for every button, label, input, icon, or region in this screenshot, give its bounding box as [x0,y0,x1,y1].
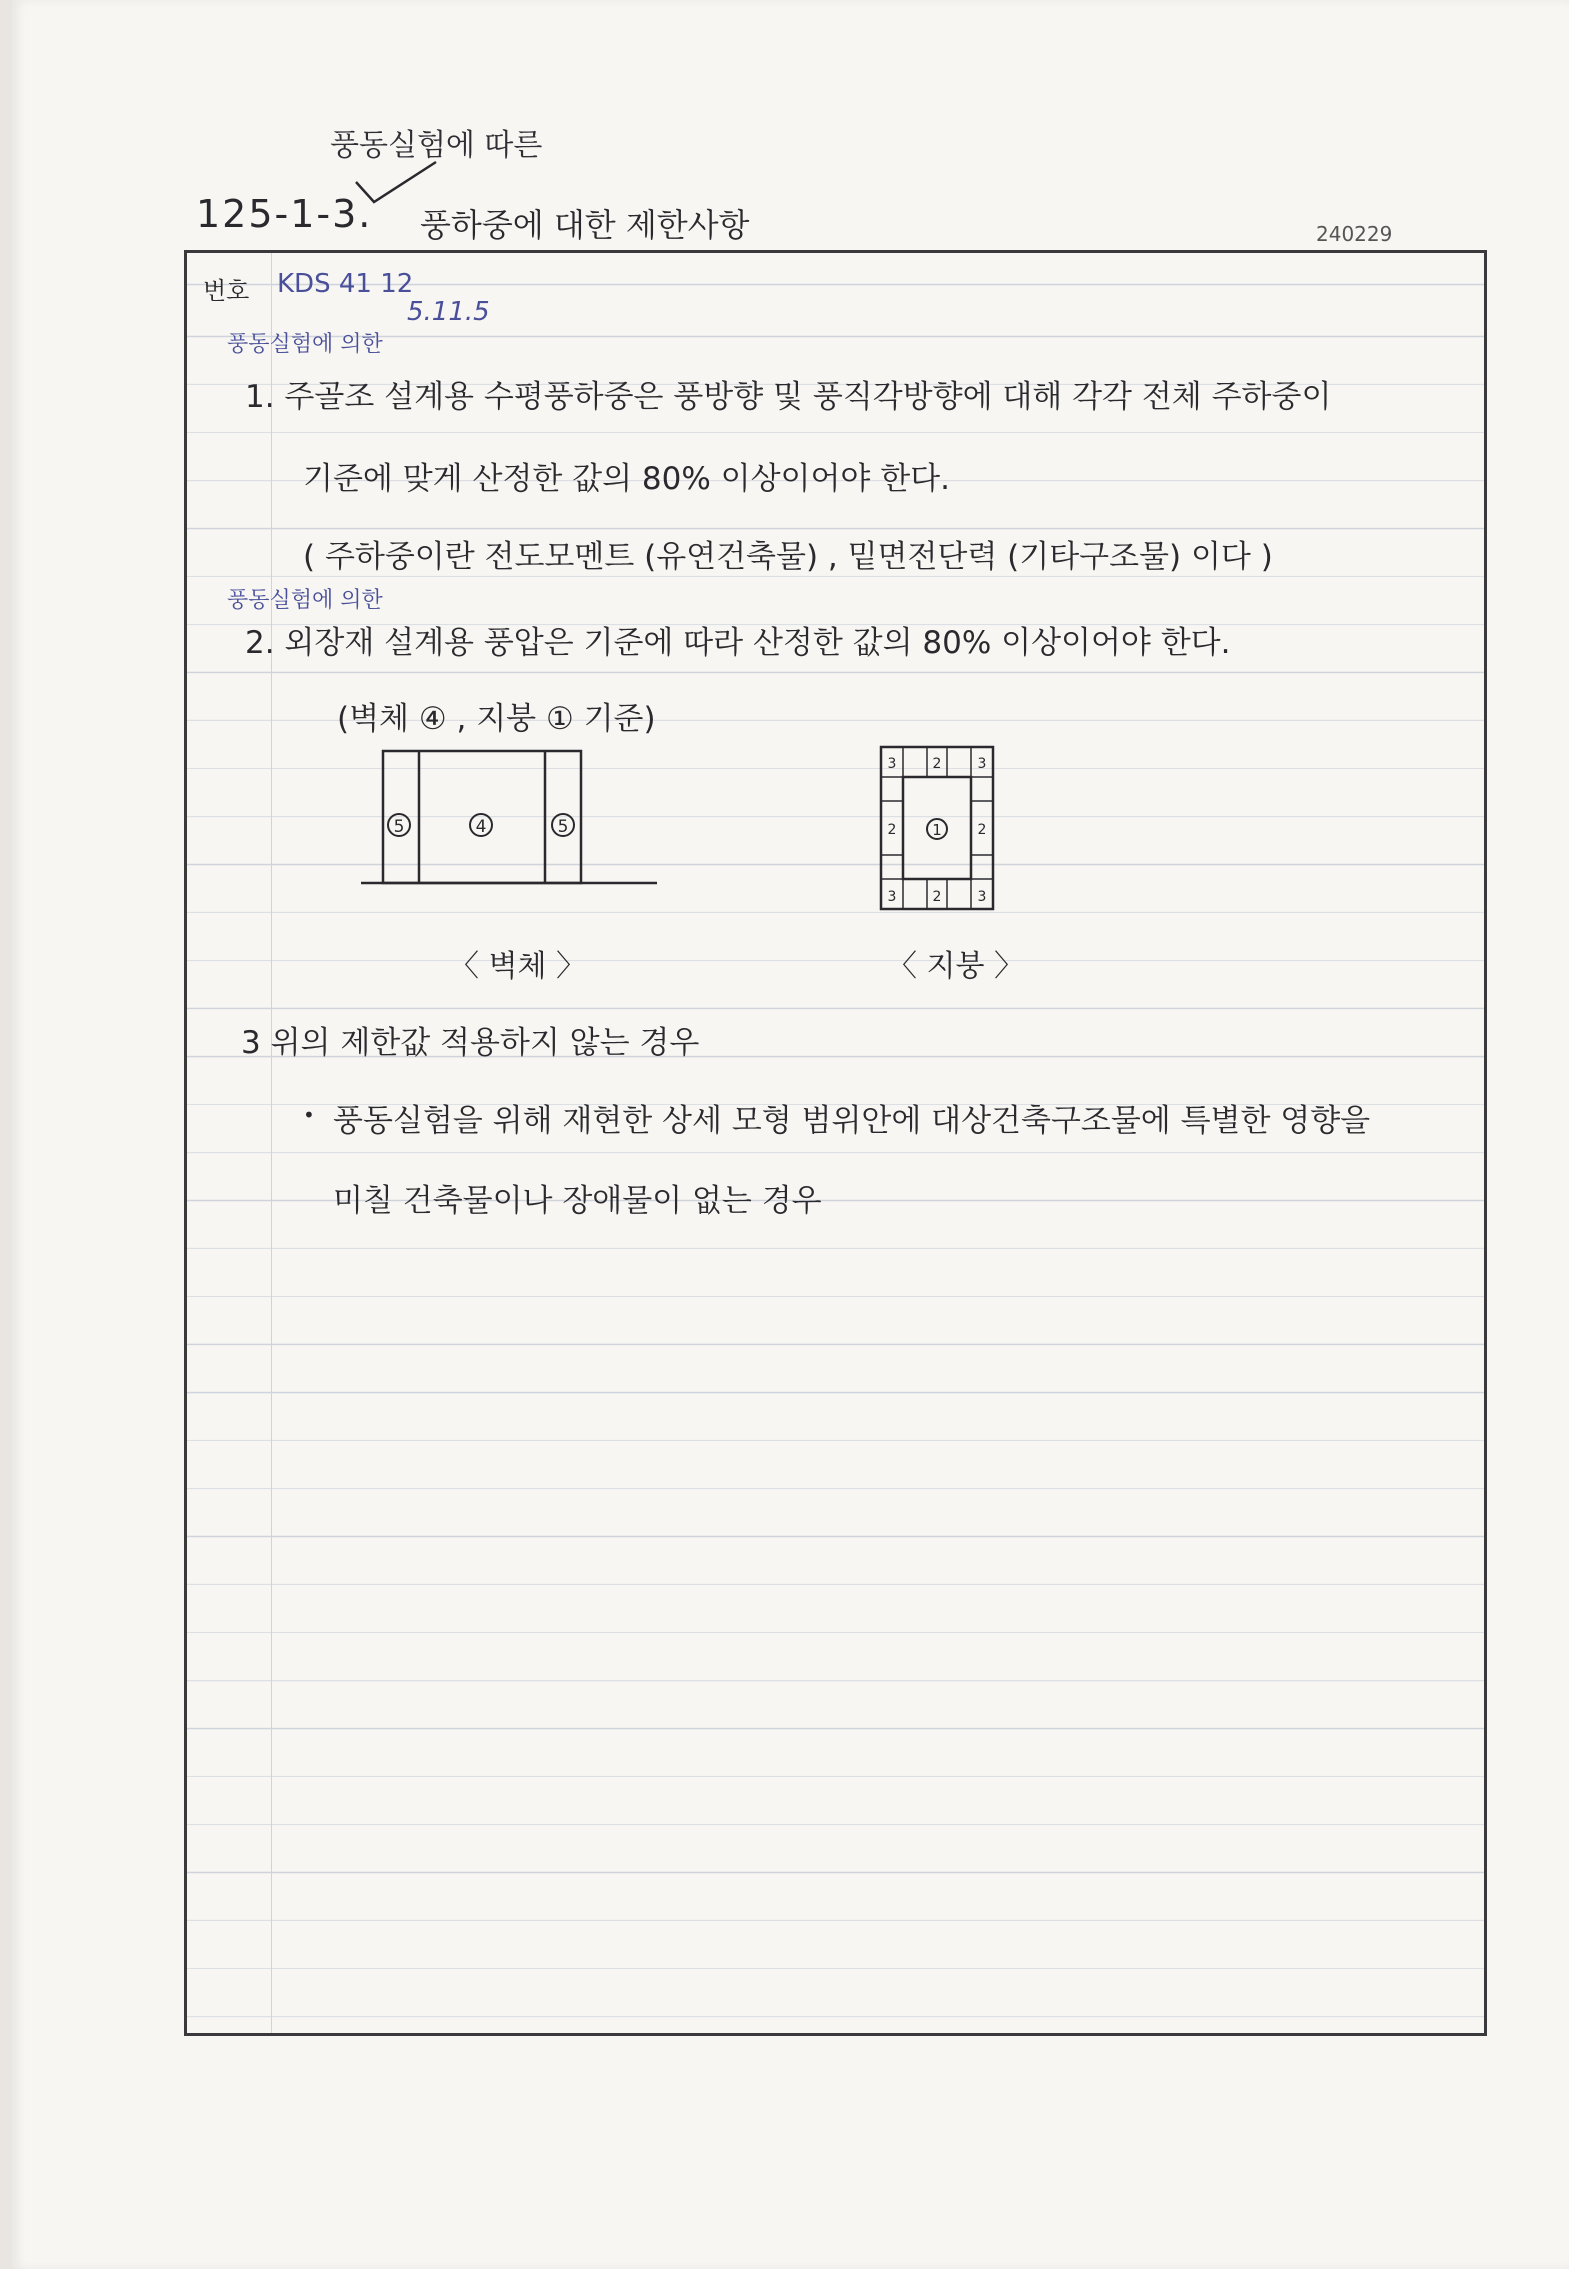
item1-insertion-note: 풍동실험에 의한 [227,332,383,357]
reference-code: KDS 41 12 [277,269,414,299]
roof-label-edge: 2 [887,822,897,838]
wall-diagram [357,743,837,903]
roof-label-edge: 2 [932,756,942,772]
wall-label-center: 4 [475,817,487,837]
item3-bullet-line1: 풍동실험을 위해 재현한 상세 모형 범위안에 대상건축구조물에 특별한 영향을 [333,1103,1371,1139]
item1-line2: 기준에 맞게 산정한 값의 80% 이상이어야 한다. [303,461,950,497]
item2-insertion-note: 풍동실험에 의한 [227,588,383,613]
roof-label-corner: 3 [887,889,897,905]
item2-basis: (벽체 ④ , 지붕 ① 기준) [337,701,656,737]
roof-label-edge: 2 [977,822,987,838]
ruled-frame [184,250,1487,2036]
roof-label-corner: 3 [977,889,987,905]
item1-line1: 1. 주골조 설계용 수평풍하중은 풍방향 및 풍직각방향에 대해 각각 전체 주하중이 [245,379,1332,415]
roof-label-center: 1 [932,821,942,839]
wall-caption: 〈 벽체 〉 [449,949,587,984]
notebook-page [12,0,1569,2269]
roof-diagram [875,741,1005,921]
wall-label-right: 5 [557,817,569,837]
date-stamp: 240229 [1316,222,1393,246]
title-number: 125-1-3. [196,192,373,236]
page-title: 풍하중에 대한 제한사항 [420,206,750,244]
item2-line1: 2. 외장재 설계용 풍압은 기준에 따라 산정한 값의 80% 이상이어야 한다. [245,625,1231,661]
insertion-note: 풍동실험에 따른 [330,128,543,163]
number-label: 번호 [203,277,250,305]
wall-label-left: 5 [393,817,405,837]
bullet-dot: • [303,1103,315,1127]
margin-line [271,253,272,2033]
item3-title: 3 위의 제한값 적용하지 않는 경우 [241,1025,700,1061]
item1-line3: ( 주하중이란 전도모멘트 (유연건축물) , 밑면전단력 (기타구조물) 이다 ) [303,539,1273,575]
roof-label-corner: 3 [977,756,987,772]
reference-section: 5.11.5 [407,297,490,327]
roof-caption: 〈 지붕 〉 [887,949,1025,984]
item3-bullet-line2: 미칠 건축물이나 장애물이 없는 경우 [333,1183,822,1219]
roof-label-edge: 2 [932,889,942,905]
roof-label-corner: 3 [887,756,897,772]
